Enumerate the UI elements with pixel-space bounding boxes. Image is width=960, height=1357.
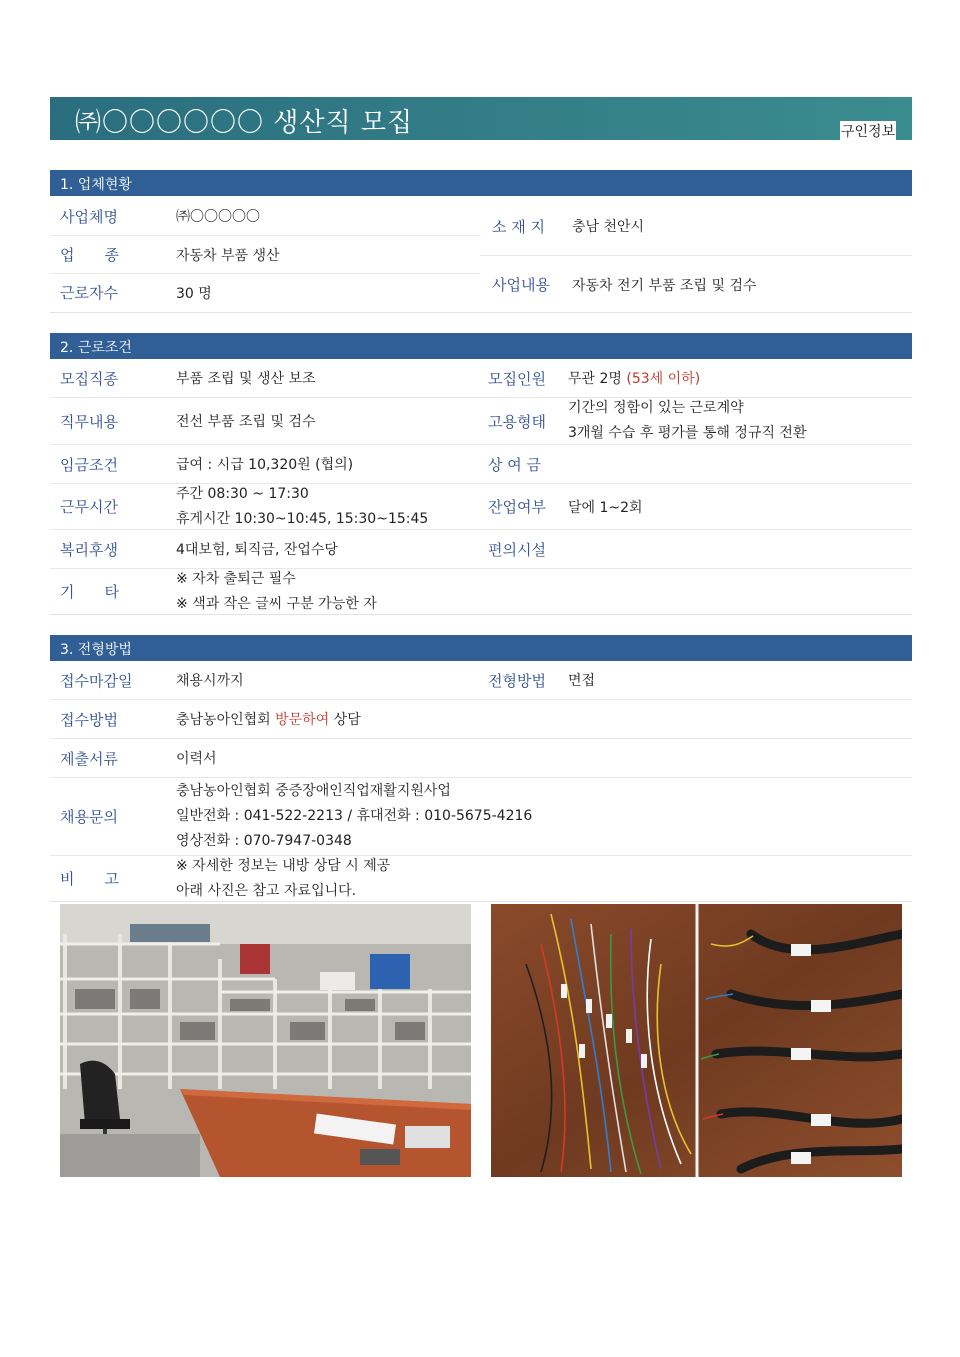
field-value: 30 명 bbox=[176, 285, 212, 302]
field-label: 사업체명 bbox=[60, 207, 118, 226]
field-label: 고용형태 bbox=[488, 412, 546, 431]
section-heading-conditions: 2. 근로조건 bbox=[50, 333, 912, 359]
field-value: 부품 조립 및 생산 보조 bbox=[176, 371, 316, 387]
table-row bbox=[50, 529, 912, 568]
field-value: 충남농아인협회 중증장애인직업재활지원사업 일반전화 : 041-522-2213 / 휴대전화 : 010-5675-4216 영상전화 : 070-7947-0348 bbox=[176, 783, 533, 849]
field-value: 이력서 bbox=[176, 751, 217, 767]
table-row bbox=[480, 197, 912, 255]
table-row bbox=[50, 444, 912, 483]
section-heading-company: 1. 업체현황 bbox=[50, 170, 912, 196]
section-heading-selection: 3. 전형방법 bbox=[50, 635, 912, 661]
conditions-table bbox=[50, 359, 912, 615]
table-row bbox=[50, 738, 912, 777]
field-value: ㈜〇〇〇〇〇 bbox=[176, 209, 260, 225]
field-label: 기 타 bbox=[60, 583, 119, 601]
field-label: 상 여 금 bbox=[488, 455, 542, 474]
field-label: 소 재 지 bbox=[492, 217, 546, 236]
field-value: 주간 08:30 ~ 17:30 휴게시간 10:30~10:45, 15:30~15:45 bbox=[176, 485, 429, 527]
table-row bbox=[50, 855, 912, 901]
table-row bbox=[50, 197, 480, 235]
field-label: 복리후생 bbox=[60, 540, 118, 559]
field-value: 채용시까지 bbox=[176, 673, 244, 689]
field-value: 급여 : 시급 10,320원 (협의) bbox=[176, 457, 354, 473]
field-value: 면접 bbox=[568, 673, 596, 689]
field-label bbox=[476, 569, 568, 614]
table-row bbox=[50, 397, 912, 444]
field-value bbox=[568, 530, 912, 568]
field-label: 모집인원 bbox=[488, 369, 546, 388]
title-tag: 구인정보 bbox=[840, 121, 896, 141]
field-label: 근로자수 bbox=[60, 284, 118, 302]
table-row bbox=[50, 568, 912, 614]
field-value: 자동차 부품 생산 bbox=[176, 247, 280, 264]
field-label: 편의시설 bbox=[488, 540, 546, 559]
field-value: 달에 1~2회 bbox=[568, 499, 643, 516]
field-label: 업 종 bbox=[60, 246, 119, 264]
field-value: 충남농아인협회 방문하여 상담 bbox=[176, 712, 361, 728]
field-value bbox=[568, 569, 912, 614]
wire-harness-photo bbox=[491, 904, 902, 1177]
table-row bbox=[50, 483, 912, 529]
field-value: 전선 부품 조립 및 검수 bbox=[176, 414, 316, 430]
field-label: 잔업여부 bbox=[488, 498, 546, 516]
field-value: ※ 자차 출퇴근 필수 ※ 색과 작은 글씨 구분 가능한 자 bbox=[176, 570, 377, 612]
table-row bbox=[50, 777, 912, 855]
company-table bbox=[50, 197, 912, 313]
table-row bbox=[50, 359, 912, 397]
table-row bbox=[50, 235, 480, 273]
field-label: 임금조건 bbox=[60, 455, 118, 474]
field-value: 무관 2명 (53세 이하) bbox=[568, 371, 701, 387]
field-label: 접수마감일 bbox=[60, 671, 133, 690]
field-value: 4대보험, 퇴직금, 잔업수당 bbox=[176, 542, 338, 558]
field-label: 사업내용 bbox=[492, 276, 550, 294]
table-row bbox=[50, 661, 912, 699]
field-label: 전형방법 bbox=[488, 671, 546, 690]
field-value bbox=[568, 445, 912, 483]
table-row bbox=[50, 273, 480, 311]
table-row bbox=[480, 255, 912, 313]
field-label: 근무시간 bbox=[60, 498, 118, 516]
field-label: 직무내용 bbox=[60, 412, 118, 431]
title-bar bbox=[50, 97, 912, 140]
field-value: 충남 천안시 bbox=[572, 219, 645, 235]
field-value: 자동차 전기 부품 조립 및 검수 bbox=[572, 277, 757, 294]
selection-table bbox=[50, 661, 912, 902]
field-value: ※ 자세한 정보는 내방 상담 시 제공 아래 사진은 참고 자료입니다. bbox=[176, 857, 391, 899]
field-value: 기간의 정함이 있는 근로계약 3개월 수습 후 평가를 통해 정규직 전환 bbox=[568, 400, 807, 441]
field-label: 접수방법 bbox=[60, 710, 118, 729]
field-label: 제출서류 bbox=[60, 749, 118, 768]
field-label: 채용문의 bbox=[60, 808, 118, 826]
field-label: 비 고 bbox=[60, 870, 119, 888]
field-label: 모집직종 bbox=[60, 369, 118, 388]
table-row bbox=[50, 699, 912, 738]
page-title: ㈜〇〇〇〇〇〇 생산직 모집 bbox=[75, 108, 414, 138]
workshop-photo bbox=[60, 904, 471, 1177]
